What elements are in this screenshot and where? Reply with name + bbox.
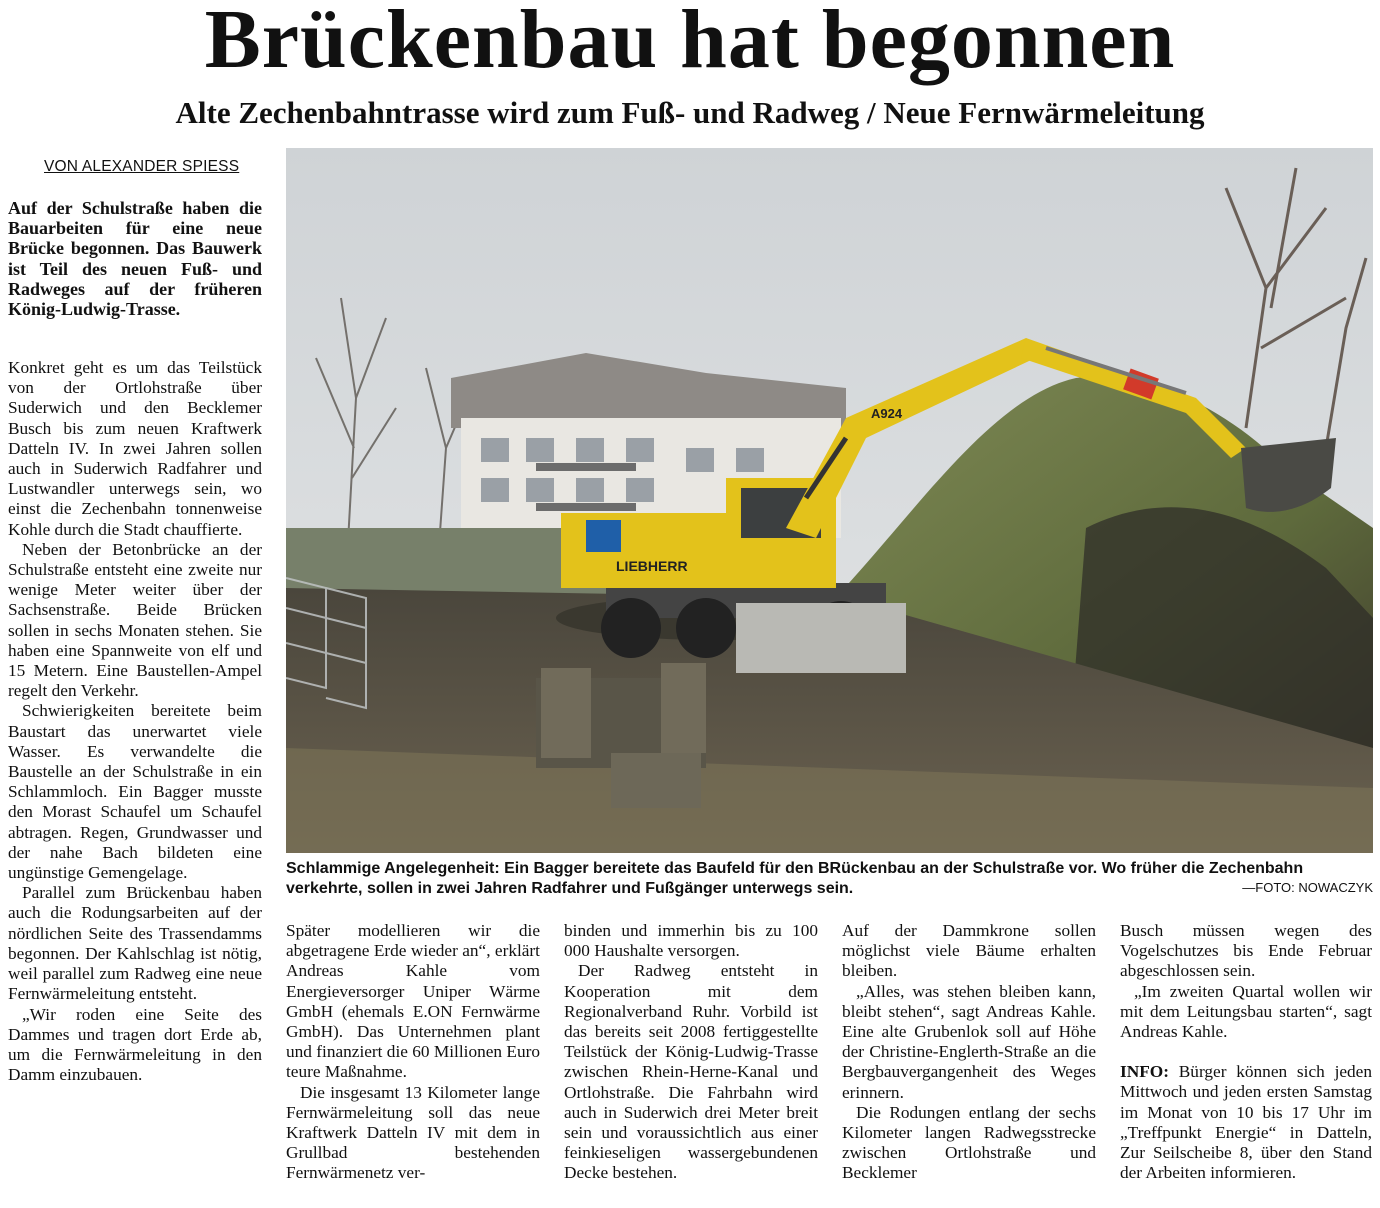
paragraph: Schwierigkeiten bereitete beim Baustart das unerwartet viele Wasser. Es verwandelte die Baustelle an der Schulstraße in ein Schlammloch. Ein Bagger musste den Morast Schaufel um Schaufel abtragen. Regen, Grundwasser und der nahe Bach bildeten eine ungünstige Gemengelage. bbox=[8, 701, 262, 883]
excavator-model: A924 bbox=[871, 406, 903, 421]
info-text: Bürger können sich jeden Mittwoch und jeden ersten Samstag im Monat von 10 bis 17 Uhr im „Treffpunkt Energie“ in Datteln, Zur Seilscheibe 8, über den Stand der Arbeiten informieren. bbox=[1120, 1062, 1372, 1183]
paragraph: Später modellieren wir die abgetragene Erde wieder an“, erklärt Andreas Kahle vom Energieversorger Uniper Wärme GmbH (ehemals E.ON Fernwärme GmbH). Das Unternehmen plant und finanziert die 60 Millionen Euro teure Maßnahme. bbox=[286, 921, 540, 1082]
lead-paragraph: Auf der Schulstraße haben die Bauarbeiten für eine neue Brücke begonnen. Das Bauwerk ist Teil des neuen Fuß- und Radweges auf der früheren König-Ludwig-Trasse. bbox=[8, 198, 262, 320]
body-column-3 bbox=[564, 921, 818, 1184]
paragraph: Busch müssen wegen des Vogelschutzes bis Ende Februar abgeschlossen sein. bbox=[1120, 921, 1372, 981]
paragraph: Konkret geht es um das Teilstück von der Ortlohstraße über Suderwich und den Becklemer Busch bis zum neuen Kraftwerk Datteln IV. In zwei Jahren sollen auch in Suderwich Radfahrer und Lustwandler unterwegs sein, wo einst die Zechenbahn tonnenweise Kohle durch die Stadt chauffierte. bbox=[8, 358, 262, 539]
headline: Brückenbau hat begonnen bbox=[204, 0, 1176, 86]
paragraph: Parallel zum Brückenbau haben auch die Rodungsarbeiten auf der nördlichen Seite des Trassendamms begonnen. Der Kahlschlag ist nötig, weil parallel zum Radweg eine neue Fernwärmeleitung entsteht. bbox=[8, 883, 262, 1004]
subheadline: Alte Zechenbahntrasse wird zum Fuß- und Radweg / Neue Fernwärmeleitung bbox=[175, 95, 1205, 130]
excavator-brand: LIEBHERR bbox=[616, 558, 688, 574]
body-column-5 bbox=[1120, 921, 1372, 1183]
excavator-photo bbox=[286, 148, 1373, 853]
body-column-left bbox=[8, 358, 262, 1085]
byline: VON ALEXANDER SPIESS bbox=[44, 158, 240, 175]
photo-credit: —FOTO: NOWACZYK bbox=[1242, 880, 1373, 895]
info-box bbox=[1120, 1062, 1372, 1183]
paragraph: „Wir roden eine Seite des Dammes und tragen dort Erde ab, um die Fernwärmeleitung in den Damm einzubauen. bbox=[8, 1004, 262, 1085]
body-column-4 bbox=[842, 921, 1096, 1184]
paragraph: Die insgesamt 13 Kilometer lange Fernwärmeleitung soll das neue Kraftwerk Datteln IV mit dem in Grullbad bestehenden Fernwärmenetz ver- bbox=[286, 1082, 540, 1183]
body-column-2 bbox=[286, 921, 540, 1184]
paragraph: „Im zweiten Quartal wollen wir mit dem Leitungsbau starten“, sagt Andreas Kahle. bbox=[1120, 981, 1372, 1042]
paragraph: „Alles, was stehen bleiben kann, bleibt stehen“, sagt Andreas Kahle. Eine alte Grubenlok soll auf Höhe der Christine-Englerth-Straße an die Bergbauvergangenheit des Weges erinnern. bbox=[842, 981, 1096, 1102]
info-label: INFO: bbox=[1120, 1062, 1169, 1082]
paragraph: Der Radweg entsteht in Kooperation mit dem Regionalverband Ruhr. Vorbild ist das bereits seit 2008 fertiggestellte Teilstück der König-Ludwig-Trasse zwischen Rhein-Herne-Kanal und Ortlohstraße. Die Fahrbahn wird auch in Suderwich drei Meter breit sein und voraussichtlich aus einer feinkieseligen wassergebundenen Decke bestehen. bbox=[564, 961, 818, 1183]
caption-text: Schlammige Angelegenheit: Ein Bagger bereitete das Baufeld für den BRückenbau an der Schulstraße vor. Wo früher die Zechenbahn verkehrte, sollen in zwei Jahren Radfahrer und Fußgänger unterwegs sein. bbox=[286, 860, 1304, 897]
paragraph: binden und immerhin bis zu 100 000 Haushalte versorgen. bbox=[564, 921, 818, 961]
photo-caption bbox=[286, 859, 1373, 899]
paragraph: Die Rodungen entlang der sechs Kilometer langen Radwegsstrecke zwischen Ortlohstraße und Becklemer bbox=[842, 1102, 1096, 1183]
paragraph: Neben der Betonbrücke an der Schulstraße entsteht eine zweite nur wenige Meter weiter über der Sachsenstraße. Beide Brücken sollen in sechs Monaten stehen. Sie haben eine Spannweite von elf und 15 Metern. Eine Baustellen-Ampel regelt den Verkehr. bbox=[8, 539, 262, 701]
paragraph: Auf der Dammkrone sollen möglichst viele Bäume erhalten bleiben. bbox=[842, 921, 1096, 981]
